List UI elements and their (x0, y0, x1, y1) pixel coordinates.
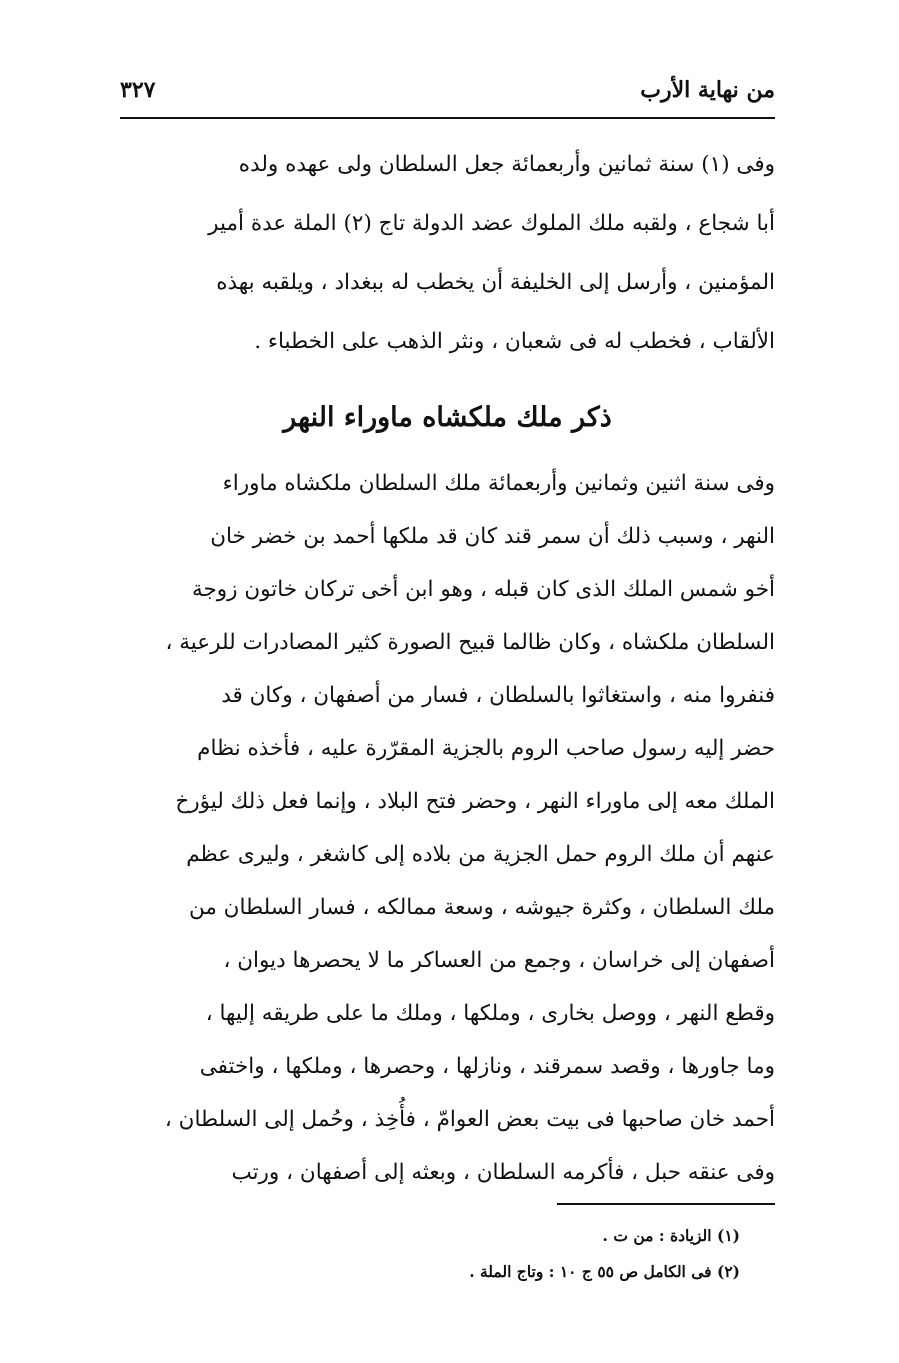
text-line: ملك السلطان ، وكثرة جيوشه ، وسعة ممالكه ، فسار السلطان من (188, 895, 775, 920)
text-line: النهر ، وسبب ذلك أن سمر قند كان قد ملكها أحمد بن خضر خان (210, 524, 775, 549)
text-line: وما جاورها ، وقصد سمرقند ، ونازلها ، وحصرها ، وملكها ، واختفى (199, 1054, 775, 1079)
text-line: وقطع النهر ، ووصل بخارى ، وملكها ، وملك ما على طريقه إليها ، (205, 1001, 775, 1026)
text-line: الألقاب ، فخطب له فى شعبان ، ونثر الذهب على الخطباء . (254, 329, 775, 354)
running-title: من نهاية الأرب (640, 77, 775, 103)
footnote-rule (557, 1203, 775, 1205)
text-line: السلطان ملكشاه ، وكان ظالما قبيح الصورة كثير المصادرات للرعية ، (165, 630, 775, 655)
text-line: وفى (١) سنة ثمانين وأربعمائة جعل السلطان ولى عهده ولده (238, 152, 775, 177)
text-line: عنهم أن ملك الروم حمل الجزية من بلاده إلى كاشغر ، وليرى عظم (186, 842, 775, 867)
text-line: الملك معه إلى ماوراء النهر ، وحضر فتح البلاد ، وإنما فعل ذلك ليؤرخ (175, 789, 775, 814)
text-line: وفى سنة اثنين وثمانين وأربعمائة ملك السلطان ملكشاه ماوراء (222, 471, 775, 496)
paragraph-2 (120, 457, 775, 1199)
text-line: وفى عنقه حبل ، فأكرمه السلطان ، وبعثه إلى أصفهان ، ورتب (231, 1160, 775, 1185)
page-number: ٣٢٧ (120, 77, 156, 103)
paragraph-1 (120, 135, 775, 371)
text-line: أخو شمس الملك الذى كان قبله ، وهو ابن أخى تركان خاتون زوجة (191, 577, 775, 602)
section-title: ذكر ملك ملكشاه ماوراء النهر (283, 402, 612, 433)
text-line: أحمد خان صاحبها فى بيت بعض العوامّ ، فأُخِذ ، وحُمل إلى السلطان ، (164, 1107, 775, 1132)
text-line: المؤمنين ، وأرسل إلى الخليفة أن يخطب له ببغداد ، ويلقبه بهذه (216, 270, 775, 295)
footnotes (120, 1218, 740, 1290)
header-rule (120, 117, 775, 119)
text-line: أصفهان إلى خراسان ، وجمع من العساكر ما لا يحصرها ديوان ، (223, 948, 775, 973)
text-line: فنفروا منه ، واستغاثوا بالسلطان ، فسار من أصفهان ، وكان قد (221, 683, 775, 708)
footnote-1: (١) الزيادة : من ت . (602, 1226, 740, 1245)
text-line: أبا شجاع ، ولقبه ملك الملوك عضد الدولة تاج (٢) الملة عدة أمير (208, 211, 775, 236)
text-line: حضر إليه رسول صاحب الروم بالجزية المقرّرة عليه ، فأخذه نظام (197, 736, 775, 761)
footnote-2: (٢) فى الكامل ص ٥٥ ج ١٠ : وتاج الملة . (469, 1262, 740, 1281)
page-header (120, 72, 775, 108)
